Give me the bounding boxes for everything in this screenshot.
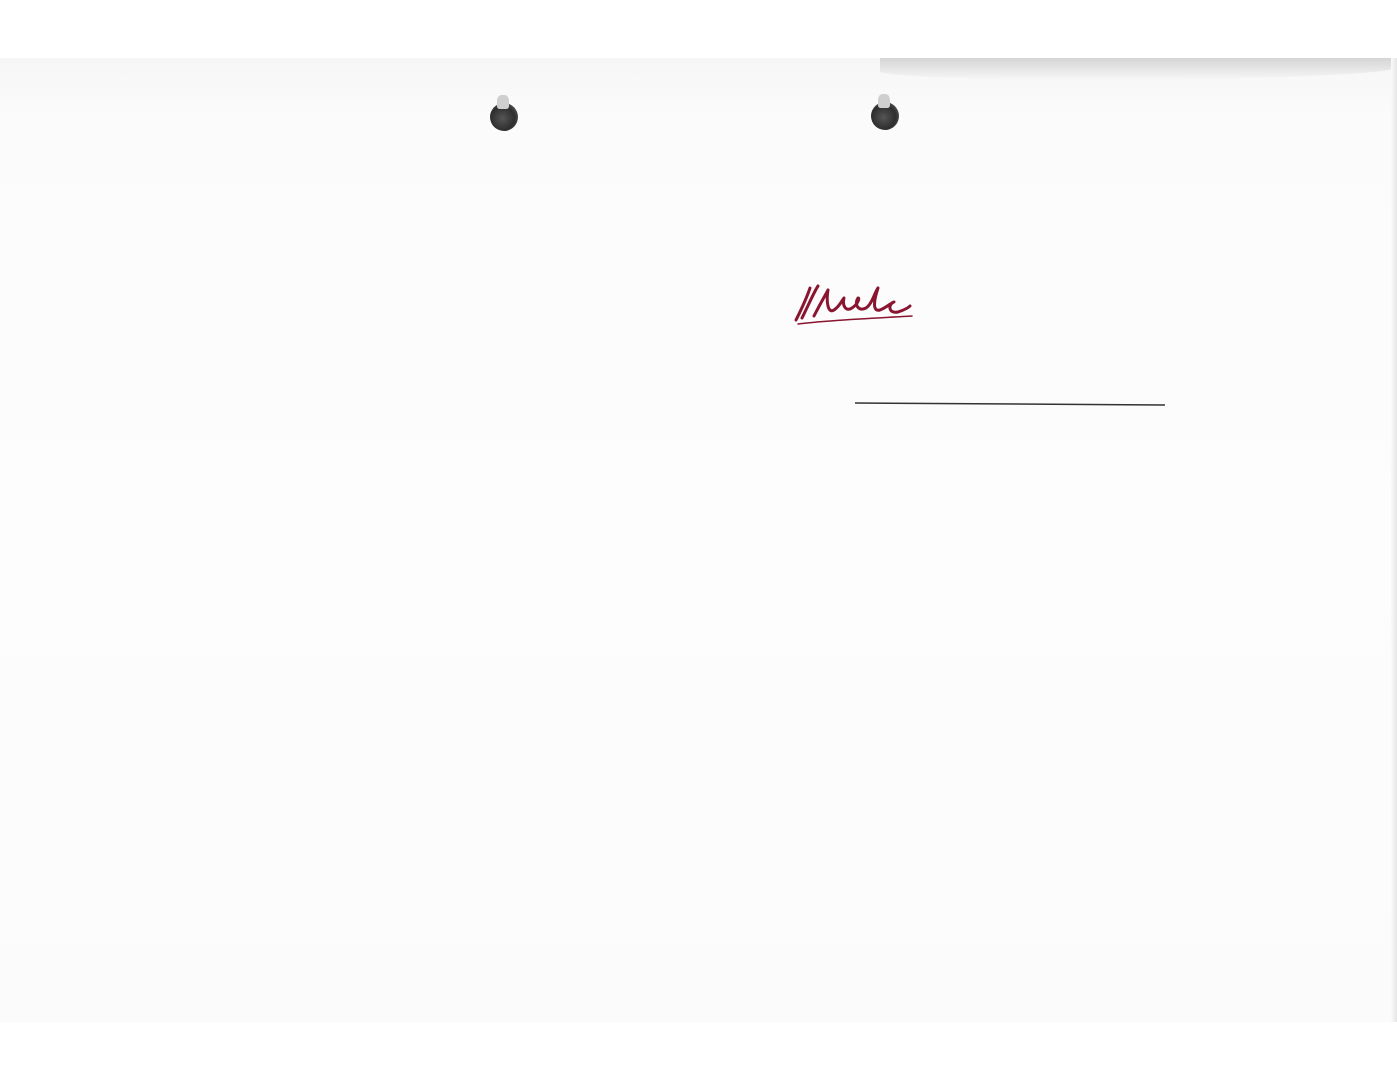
paper-sheet: [0, 58, 1397, 1022]
tally-fraction-line: [855, 403, 1165, 405]
punch-hole-right: [871, 102, 899, 130]
handwritten-signature: [788, 280, 918, 330]
punch-hole-left: [490, 103, 518, 131]
spacer: [120, 150, 680, 172]
left-page-content: [120, 150, 680, 172]
grade-distribution-tally: [850, 365, 1270, 435]
paper-edge: [1391, 58, 1397, 1022]
